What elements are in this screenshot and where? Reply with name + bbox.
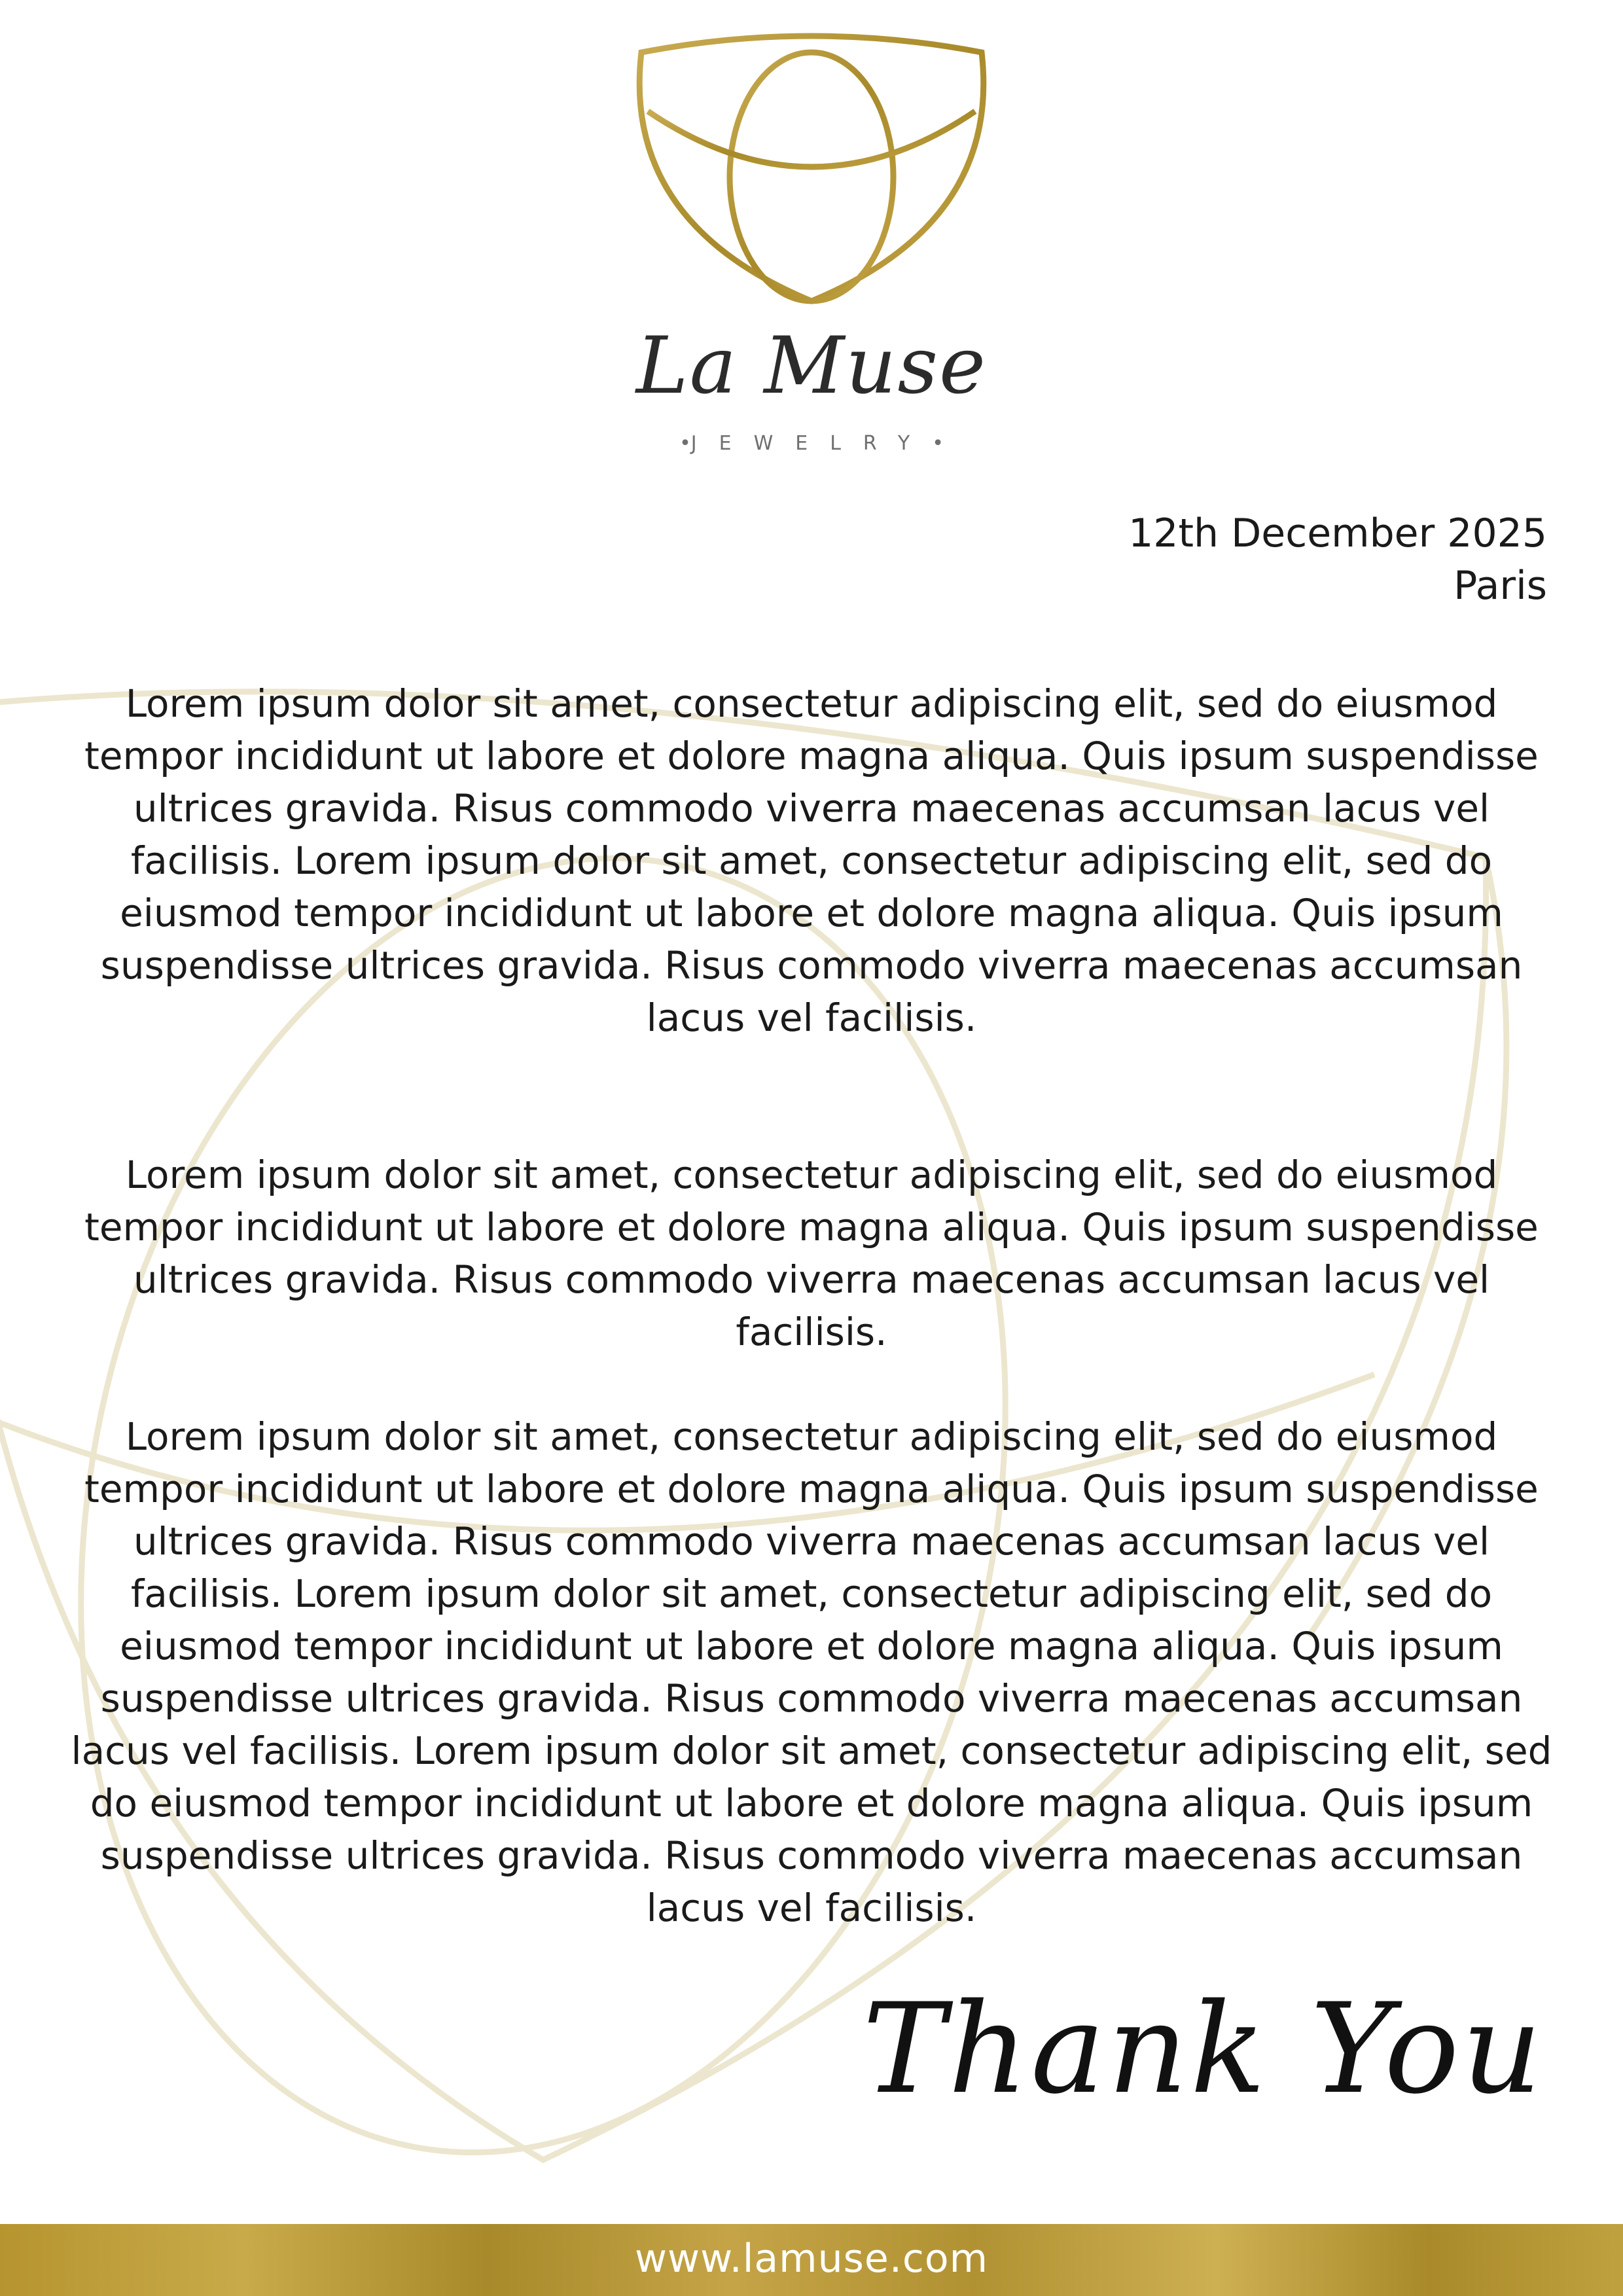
brand-subtitle <box>0 432 1623 455</box>
letter-meta <box>1128 507 1547 612</box>
letter-date: 12th December 2025 <box>1128 511 1547 556</box>
signature-thank-you: Thank You <box>863 1977 1544 2121</box>
footer-website-link[interactable]: www.lamuse.com <box>634 2236 989 2282</box>
footer-bar <box>0 2224 1623 2296</box>
dot-left-icon: • <box>679 432 691 455</box>
brand-name: La Muse <box>635 321 988 412</box>
brand-header <box>0 0 1623 497</box>
brand-subtitle-text: JEWELRY <box>690 432 933 455</box>
body-paragraph-3: Lorem ipsum dolor sit amet, consectetur adipiscing elit, sed do eiusmod tempor incididunt ut labore et dolore magna aliqua. Quis ipsum suspendisse ultrices gravida. Risus commodo viverra maecenas accumsan lacus vel facilisis. Lorem ipsum dolor sit amet, consectetur adipiscing elit, sed do eiusmod tempor incididunt ut labore et dolore magna aliqua. Quis ipsum suspendisse ultrices gravida. Risus commodo viverra maecenas accumsan lacus vel facilisis. Lorem ipsum dolor sit amet, consectetur adipiscing elit, sed do eiusmod tempor incididunt ut labore et dolore magna aliqua. Quis ipsum suspendisse ultrices gravida. Risus commodo viverra maecenas accumsan lacus vel facilisis. <box>71 1414 1552 1930</box>
letter-city: Paris <box>1454 563 1547 609</box>
body-paragraph-2: Lorem ipsum dolor sit amet, consectetur adipiscing elit, sed do eiusmod tempor incididunt ut labore et dolore magna aliqua. Quis ipsum suspendisse ultrices gravida. Risus commodo viverra maecenas accumsan lacus vel facilisis. <box>84 1153 1539 1354</box>
dot-right-icon: • <box>932 432 944 455</box>
body-paragraph-1: Lorem ipsum dolor sit amet, consectetur adipiscing elit, sed do eiusmod tempor incididunt ut labore et dolore magna aliqua. Quis ipsum suspendisse ultrices gravida. Risus commodo viverra maecenas accumsan lacus vel facilisis. Lorem ipsum dolor sit amet, consectetur adipiscing elit, sed do eiusmod tempor incididunt ut labore et dolore magna aliqua. Quis ipsum suspendisse ultrices gravida. Risus commodo viverra maecenas accumsan lacus vel facilisis. <box>84 681 1539 1040</box>
lotus-petal-logo-icon <box>576 26 1047 314</box>
